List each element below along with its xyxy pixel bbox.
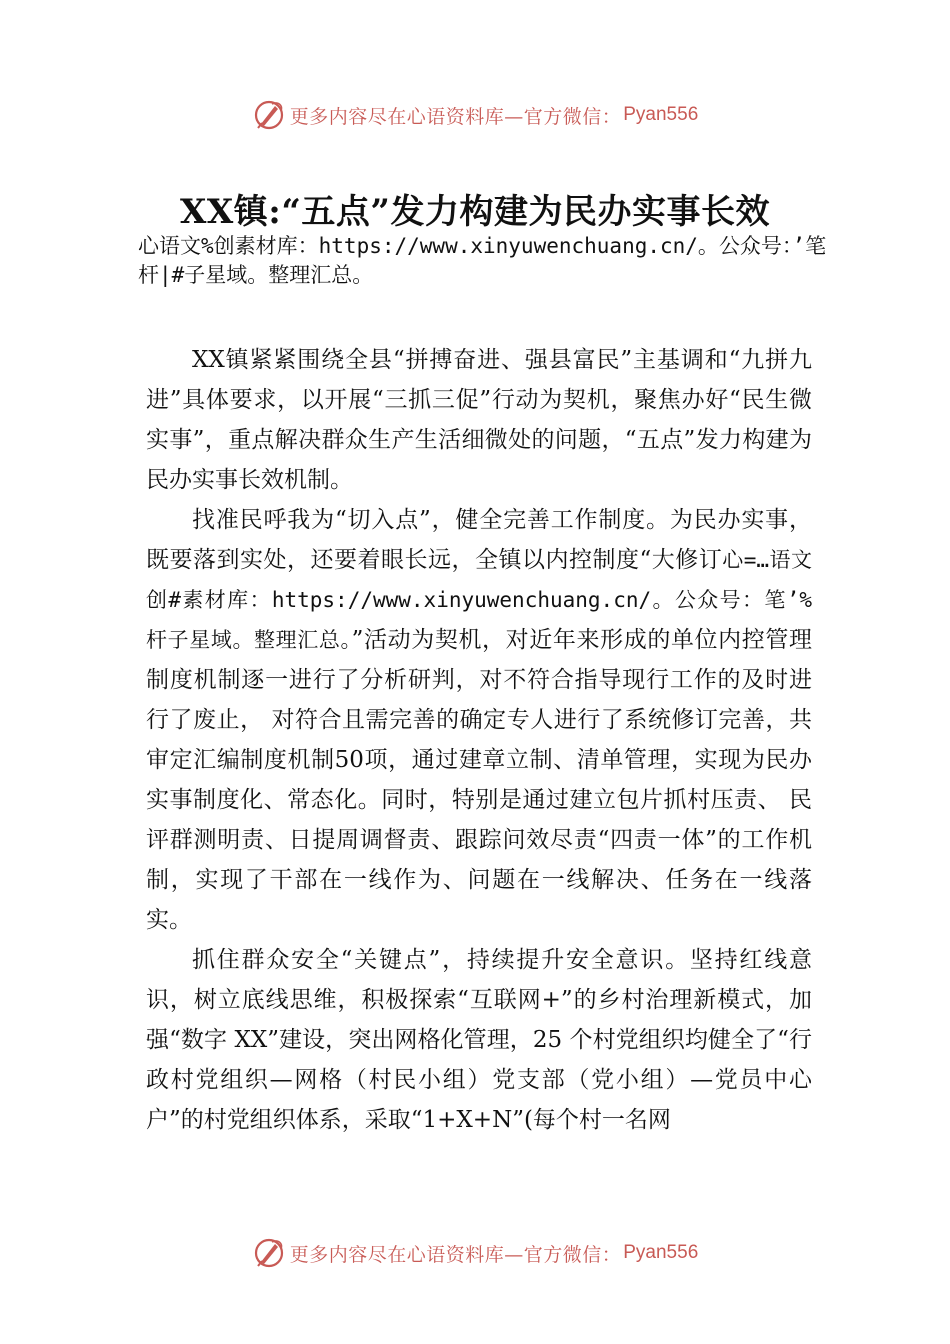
footer-banner bbox=[0, 1233, 950, 1273]
paragraph-2-part-2: ”活动为契机，对近年来形成的单位内控管理制度机制逐一进行了分析研判，对不符合指导现行工作的及时进行了废止， 对符合且需完善的确定专人进行了系统修订完善，共审定汇编制度机制50项，通过建章立制、清单管理，实现为民办实事制度化、常态化。同时，特别是通过建立包片抓村压责、 民评群测明责、日提周调督责、跟踪问效尽责“四责一体”的工作机制，实现了干部在一线作为、问题在一线解决、任务在一线落实。 bbox=[146, 627, 813, 933]
paragraph-2 bbox=[146, 500, 812, 940]
header-banner-text: 更多内容尽在心语资料库—官方微信： bbox=[289, 105, 622, 128]
paragraph-1: XX镇紧紧围绕全县“拼搏奋进、强县富民”主基调和“九拼九进”具体要求，以开展“三抓三促”行动为契机，聚焦办好“民生微实事”，重点解决群众生产生活细微处的问题，“五点”发力构建为民办实事长效机制。 bbox=[146, 347, 812, 493]
document-body bbox=[146, 340, 812, 1140]
paragraph-2-inline-note: 心=…语文创#素材库：https://www.xinyuwenchuang.cn/。公众号：笔’%杆子星域。整理汇总。 bbox=[146, 548, 812, 652]
quill-pen-icon bbox=[252, 98, 286, 132]
footer-wechat-id: Pyan556 bbox=[623, 1242, 699, 1263]
source-note: 心语文%创素材库：https://www.xinyuwenchuang.cn/。公众号：’笔杆|#子星域。整理汇总。 bbox=[138, 234, 827, 287]
footer-banner-text: 更多内容尽在心语资料库—官方微信： bbox=[289, 1243, 622, 1266]
quill-pen-icon bbox=[252, 1236, 286, 1270]
paragraph-3: 抓住群众安全“关键点”，持续提升安全意识。坚持红线意识，树立底线思维，积极探索“互联网+”的乡村治理新模式，加强“数字 XX”建设，突出网格化管理，25 个村党组织均健全了“行政村党组织—网格（村民小组）党支部（党小组）—党员中心户”的村党组织体系，采取“1+X+N”(每个村一名网 bbox=[146, 947, 812, 1133]
header-wechat-id: Pyan556 bbox=[623, 104, 699, 125]
document-title: XX镇:“五点”发力构建为民办实事长效 bbox=[180, 192, 770, 232]
header-banner bbox=[0, 95, 950, 135]
paragraph-2-part-1: 找准民呼我为“切入点”，健全完善工作制度。为民办实事，既要落到实处，还要着眼长远，全镇以内控制度“大修订 bbox=[146, 507, 812, 573]
